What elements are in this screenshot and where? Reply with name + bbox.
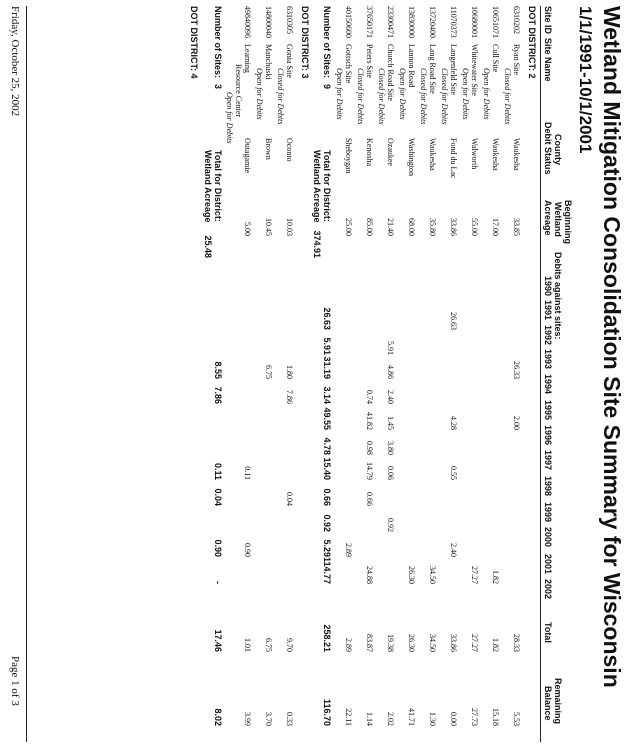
site-acreage: 85.00 [365,218,374,236]
header-acreage: Acreage [543,200,553,236]
wetland-acreage-total: 374.91 [312,230,322,258]
site-debit-1996: 0.98 [365,441,374,455]
site-id: 37650171 [365,6,374,38]
site-county: Oconto [285,138,294,162]
header-county: County [553,134,563,165]
site-debit-1993: 4.86 [386,365,395,379]
district-year-total-1993: 8.55 [213,361,223,379]
site-balance: 1.30 [428,712,437,726]
header-divider [540,6,541,742]
site-debit-1993: 6.75 [264,365,273,379]
site-debit-1994: 0.74 [365,390,374,404]
district-grand-balance: 8.02 [213,708,223,726]
site-status: Open for Debits [482,68,491,120]
site-county: Waukesha [491,138,500,171]
district-year-total-1997: 0.11 [213,462,223,480]
district-grand-total: 258.21 [322,624,332,652]
header-year-1996: 1996 [543,425,553,446]
header-year-1998: 1998 [543,476,553,497]
site-debit-1993: 1.80 [285,365,294,379]
site-balance: 3.99 [243,712,252,726]
site-name: Learning [243,44,252,73]
site-debit-1996: 3.80 [386,441,395,455]
site-id: 10680001 [470,6,479,38]
header-beginning: Beginning [563,200,573,244]
site-debit-2000: 2.89 [344,543,353,557]
site-debit-1995: 2.00 [512,416,521,430]
site-county: Washington [407,138,416,177]
site-county: Sheboygan [344,138,353,174]
site-debit-1998: 0.04 [285,492,294,506]
site-debit-1998: 0.66 [365,492,374,506]
site-debit-1994: 7.86 [285,390,294,404]
site-debit-1995: 1.45 [386,416,395,430]
district-year-total-1994: 3.14 [322,386,332,404]
district-year-total-1998: 0.66 [322,488,332,506]
sites-count: 3 [213,84,223,90]
site-balance: 41.71 [407,708,416,726]
district-year-total-1992: 5.91 [322,337,332,355]
site-balance: 3.70 [264,712,273,726]
site-status: Open for Debits [255,68,264,120]
site-name: Manchuski [264,44,273,80]
wetland-acreage-label: Wetland Acreage [312,150,322,223]
district-year-total-2000: 0.90 [213,539,223,557]
site-debit-1997: 0.11 [243,466,252,480]
header-year-2001: 2001 [543,554,553,575]
district-year-total-2000: 5.29 [322,539,332,557]
site-status: Open for Debits [398,68,407,120]
site-status: Open for Debits [461,68,470,120]
site-debit-1995: 41.82 [365,412,374,430]
header-wetland: Wetland [553,202,563,237]
site-total: 28.33 [512,634,521,652]
header-year-1992: 1992 [543,325,553,346]
header-year-1990: 1990 [543,276,553,297]
site-balance: 22.11 [344,708,353,726]
site-acreage: 25.00 [344,218,353,236]
header-year-1997: 1997 [543,450,553,471]
site-status: Closed for Debits [503,68,512,125]
district-year-total-1993: 31.19 [322,356,332,379]
site-name: Church Road Site [386,44,395,101]
header-year-1995: 1995 [543,400,553,421]
site-name: Lang Road Site [428,44,437,94]
site-name: Ryan Site [512,44,521,76]
site-id: 14800040 [264,6,273,38]
sites-count: 9 [322,84,332,90]
site-county: Waukesha [512,138,521,171]
header-year-2000: 2000 [543,527,553,548]
site-id: 11070373 [449,6,458,38]
district-total-label: Total for District: [322,150,332,222]
site-debit-2001: 27.27 [470,566,479,584]
site-debit-1992: 5.91 [386,341,395,355]
site-name: Whitewater Site [470,44,479,96]
site-balance: 2.02 [386,712,395,726]
site-total: 19.38 [386,634,395,652]
site-name-line2: Resource Center [234,64,243,118]
site-total: 27.27 [470,634,479,652]
header-site-id: Site ID [543,6,553,35]
site-debit-2000: 0.90 [243,543,252,557]
site-balance: 15.18 [491,708,500,726]
site-county: Brown [264,138,273,160]
site-total: 2.89 [344,638,353,652]
site-debit-1995: 4.28 [449,416,458,430]
district-year-total-1991: 26.63 [322,307,332,330]
site-name: Lannon Road [407,44,416,88]
site-id: 10651071 [491,6,500,38]
site-acreage: 33.85 [512,218,521,236]
site-acreage: 21.40 [386,218,395,236]
report-title: Wetland Mitigation Consolidation Site Summary for Wisconsin [599,6,625,688]
site-id: 13720400 [428,6,437,38]
district-year-total-1994: 7.86 [213,386,223,404]
header-year-1999: 1999 [543,502,553,523]
site-balance: 0.33 [285,712,294,726]
site-debit-1991: 26.63 [449,312,458,330]
site-name: Peters Site [365,44,374,78]
site-acreage: 5.00 [243,222,252,236]
site-debit-2001: 1.82 [491,570,500,584]
site-total: 9.70 [285,638,294,652]
site-debit-1997: 14.79 [365,462,374,480]
site-acreage: 68.00 [407,218,416,236]
site-debit-1997: 0.06 [386,466,395,480]
site-debit-1997: 0.55 [449,466,458,480]
header-balance: Balance [543,686,553,721]
site-name: Gottsch Site [344,44,353,84]
site-total: 1.01 [243,638,252,652]
site-debit-1999: 0.92 [386,518,395,532]
header-debit-status: Debit Status [543,122,553,175]
site-county: Walworth [470,138,479,170]
site-status: Closed for Debits [377,68,386,125]
district-year-total-1997: 15.40 [322,457,332,480]
wetland-acreage-label: Wetland Acreage [203,150,213,223]
site-status: Closed for Debits [356,68,365,125]
district-year-total-1998: 0.04 [213,488,223,506]
site-acreage: 35.80 [428,218,437,236]
site-name: Langenfeld Site [449,44,458,95]
site-debit-1994: 2.40 [386,390,395,404]
site-id: 23300471 [386,6,395,38]
site-total: 33.86 [449,634,458,652]
site-id: 6310305 [285,6,294,34]
site-total: 26.30 [407,634,416,652]
district-label: DOT DISTRICT: 4 [189,6,199,79]
header-total: Total [543,622,553,643]
site-county: Waukesha [428,138,437,171]
district-grand-balance: 116.70 [322,698,332,726]
district-label: DOT DISTRICT: 3 [300,6,310,79]
district-year-total-1999: 0.92 [322,514,332,532]
site-acreage: 17.00 [491,218,500,236]
site-id: 13830000 [407,6,416,38]
site-acreage: 33.86 [449,218,458,236]
site-status: Closed for Debits [276,68,285,125]
header-debits-against: Debits against sites: [553,252,563,340]
site-id: 49840096 [243,6,252,38]
site-status: Open for Debits [225,92,234,144]
footer-divider [26,6,27,742]
sites-count-label: Number of Sites: [322,6,332,79]
site-balance: 27.73 [470,708,479,726]
site-status: Open for Debits [335,68,344,120]
site-county: Ozaukee [386,138,395,166]
site-status: Closed for Debits [419,68,428,125]
site-county: Kenosha [365,138,374,166]
header-remaining: Remaining [553,678,563,725]
sites-count-label: Number of Sites: [213,6,223,79]
site-name: Cull Site [491,44,500,73]
header-year-2002: 2002 [543,579,553,600]
header-site-name: Site Name [543,38,553,82]
site-acreage: 10.03 [285,218,294,236]
footer-page: Page 1 of 3 [9,656,21,706]
wetland-acreage-total: 25.48 [203,235,213,258]
site-total: 6.75 [264,638,273,652]
site-total: 34.50 [428,634,437,652]
district-year-total-1996: 4.78 [322,437,332,455]
site-status: Closed for Debits [440,68,449,125]
district-year-total-2001: 114.77 [322,556,332,584]
site-id: 40150600 [344,6,353,38]
site-acreage: 55.00 [470,218,479,236]
header-year-1994: 1994 [543,374,553,395]
site-id: 6310202 [512,6,521,34]
site-balance: 5.53 [512,712,521,726]
district-year-total-1995: 49.55 [322,407,332,430]
site-debit-1993: 26.33 [512,361,521,379]
district-grand-total: 17.46 [213,629,223,652]
report-date-range: 1/1/1991-10/1/2001 [576,6,595,154]
footer-date: Friday, October 25, 2002 [9,6,21,117]
site-county: Outagamie [243,138,252,174]
site-balance: 1.14 [365,712,374,726]
district-total-label: Total for District: [213,150,223,222]
site-debit-2001: 24.88 [365,566,374,584]
site-debit-2001: 34.50 [428,566,437,584]
site-debit-2000: 2.40 [449,543,458,557]
district-label: DOT DISTRICT: 2 [527,6,537,79]
site-total: 83.87 [365,634,374,652]
site-acreage: 10.45 [264,218,273,236]
site-debit-2001: 26.30 [407,566,416,584]
header-year-1993: 1993 [543,349,553,370]
site-total: 1.82 [491,638,500,652]
site-balance: 0.00 [449,712,458,726]
district-year-total-2001: - [213,581,223,584]
header-year-1991: 1991 [543,300,553,321]
site-county: Fond du Lac [449,138,458,179]
site-name: Gonia Site [285,44,294,78]
